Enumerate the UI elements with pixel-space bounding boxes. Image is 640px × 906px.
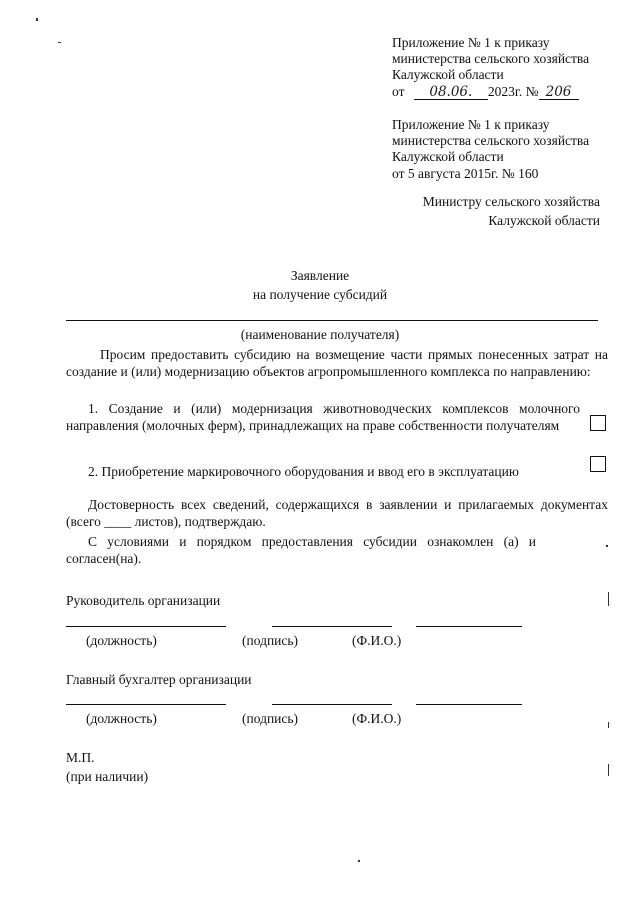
handwritten-date: 08.06. (414, 85, 488, 100)
annex-old-line4: от 5 августа 2015г. № 160 (392, 166, 539, 181)
scan-speck (358, 860, 360, 862)
head-name-line[interactable] (416, 626, 522, 627)
addressee-line1: Министру сельского хозяйства (422, 194, 600, 209)
scan-speck (608, 764, 609, 776)
accountant-title: Главный бухгалтер организации (66, 672, 252, 687)
handwritten-number: 206 (539, 85, 579, 100)
head-signature-line[interactable] (272, 626, 392, 627)
head-title: Руководитель организации (66, 593, 221, 608)
annex-new-line1: Приложение № 1 к приказу (392, 35, 550, 50)
stamp-note: (при наличии) (66, 769, 149, 784)
scan-speck (36, 18, 38, 21)
accountant-name-line[interactable] (416, 704, 522, 705)
document-subtitle: на получение субсидий (252, 287, 388, 302)
option-1-checkbox[interactable] (590, 415, 606, 431)
annex-new-line2: министерства сельского хозяйства (392, 51, 590, 66)
accountant-signature-line[interactable] (272, 704, 392, 705)
accountant-position-line[interactable] (66, 704, 226, 705)
scan-speck (58, 42, 61, 43)
recipient-name-line[interactable] (66, 320, 598, 321)
scan-speck (608, 592, 609, 606)
from-prefix: от (392, 84, 405, 99)
stamp-label: М.П. (66, 750, 95, 765)
scan-speck (606, 545, 608, 547)
scan-speck (608, 722, 609, 728)
head-signature-caption: (подпись) (242, 633, 299, 648)
option-2-text: 2. Приобретение маркировочного оборудования и ввод его в эксплуатацию (88, 464, 519, 479)
year-part: 2023г. № (487, 84, 539, 99)
head-name-caption: (Ф.И.О.) (352, 633, 402, 648)
accountant-name-caption: (Ф.И.О.) (352, 711, 402, 726)
accountant-position-caption: (должность) (86, 711, 157, 726)
document-title: Заявление (290, 268, 350, 283)
annex-old-line3: Калужской области (392, 149, 504, 164)
option-1-text: 1. Создание и (или) модернизация животноводческих комплексов молочного направления (молочных ферм), принадлежащих на праве собственности получателям (66, 401, 580, 433)
head-position-line[interactable] (66, 626, 226, 627)
head-position-caption: (должность) (86, 633, 157, 648)
conditions-paragraph: С условиями и порядком предоставления субсидии ознакомлен (а) и согласен(на). (66, 534, 536, 566)
addressee-line2: Калужской области (488, 213, 600, 228)
accountant-signature-caption: (подпись) (242, 711, 299, 726)
recipient-caption: (наименование получателя) (240, 327, 400, 342)
annex-old-line2: министерства сельского хозяйства (392, 133, 590, 148)
option-2-checkbox[interactable] (590, 456, 606, 472)
annex-old-line1: Приложение № 1 к приказу (392, 117, 550, 132)
annex-new-line3: Калужской области (392, 67, 504, 82)
request-paragraph: Просим предоставить субсидию на возмещение части прямых понесенных затрат на создание и (или) модернизацию объектов агропромышленного комплекса по направлению: (66, 347, 608, 379)
reliability-paragraph: Достоверность всех сведений, содержащихся в заявлении и прилагаемых документах (всего ____ листов), подтверждаю. (66, 497, 608, 529)
annex-new-date-line (392, 83, 579, 100)
